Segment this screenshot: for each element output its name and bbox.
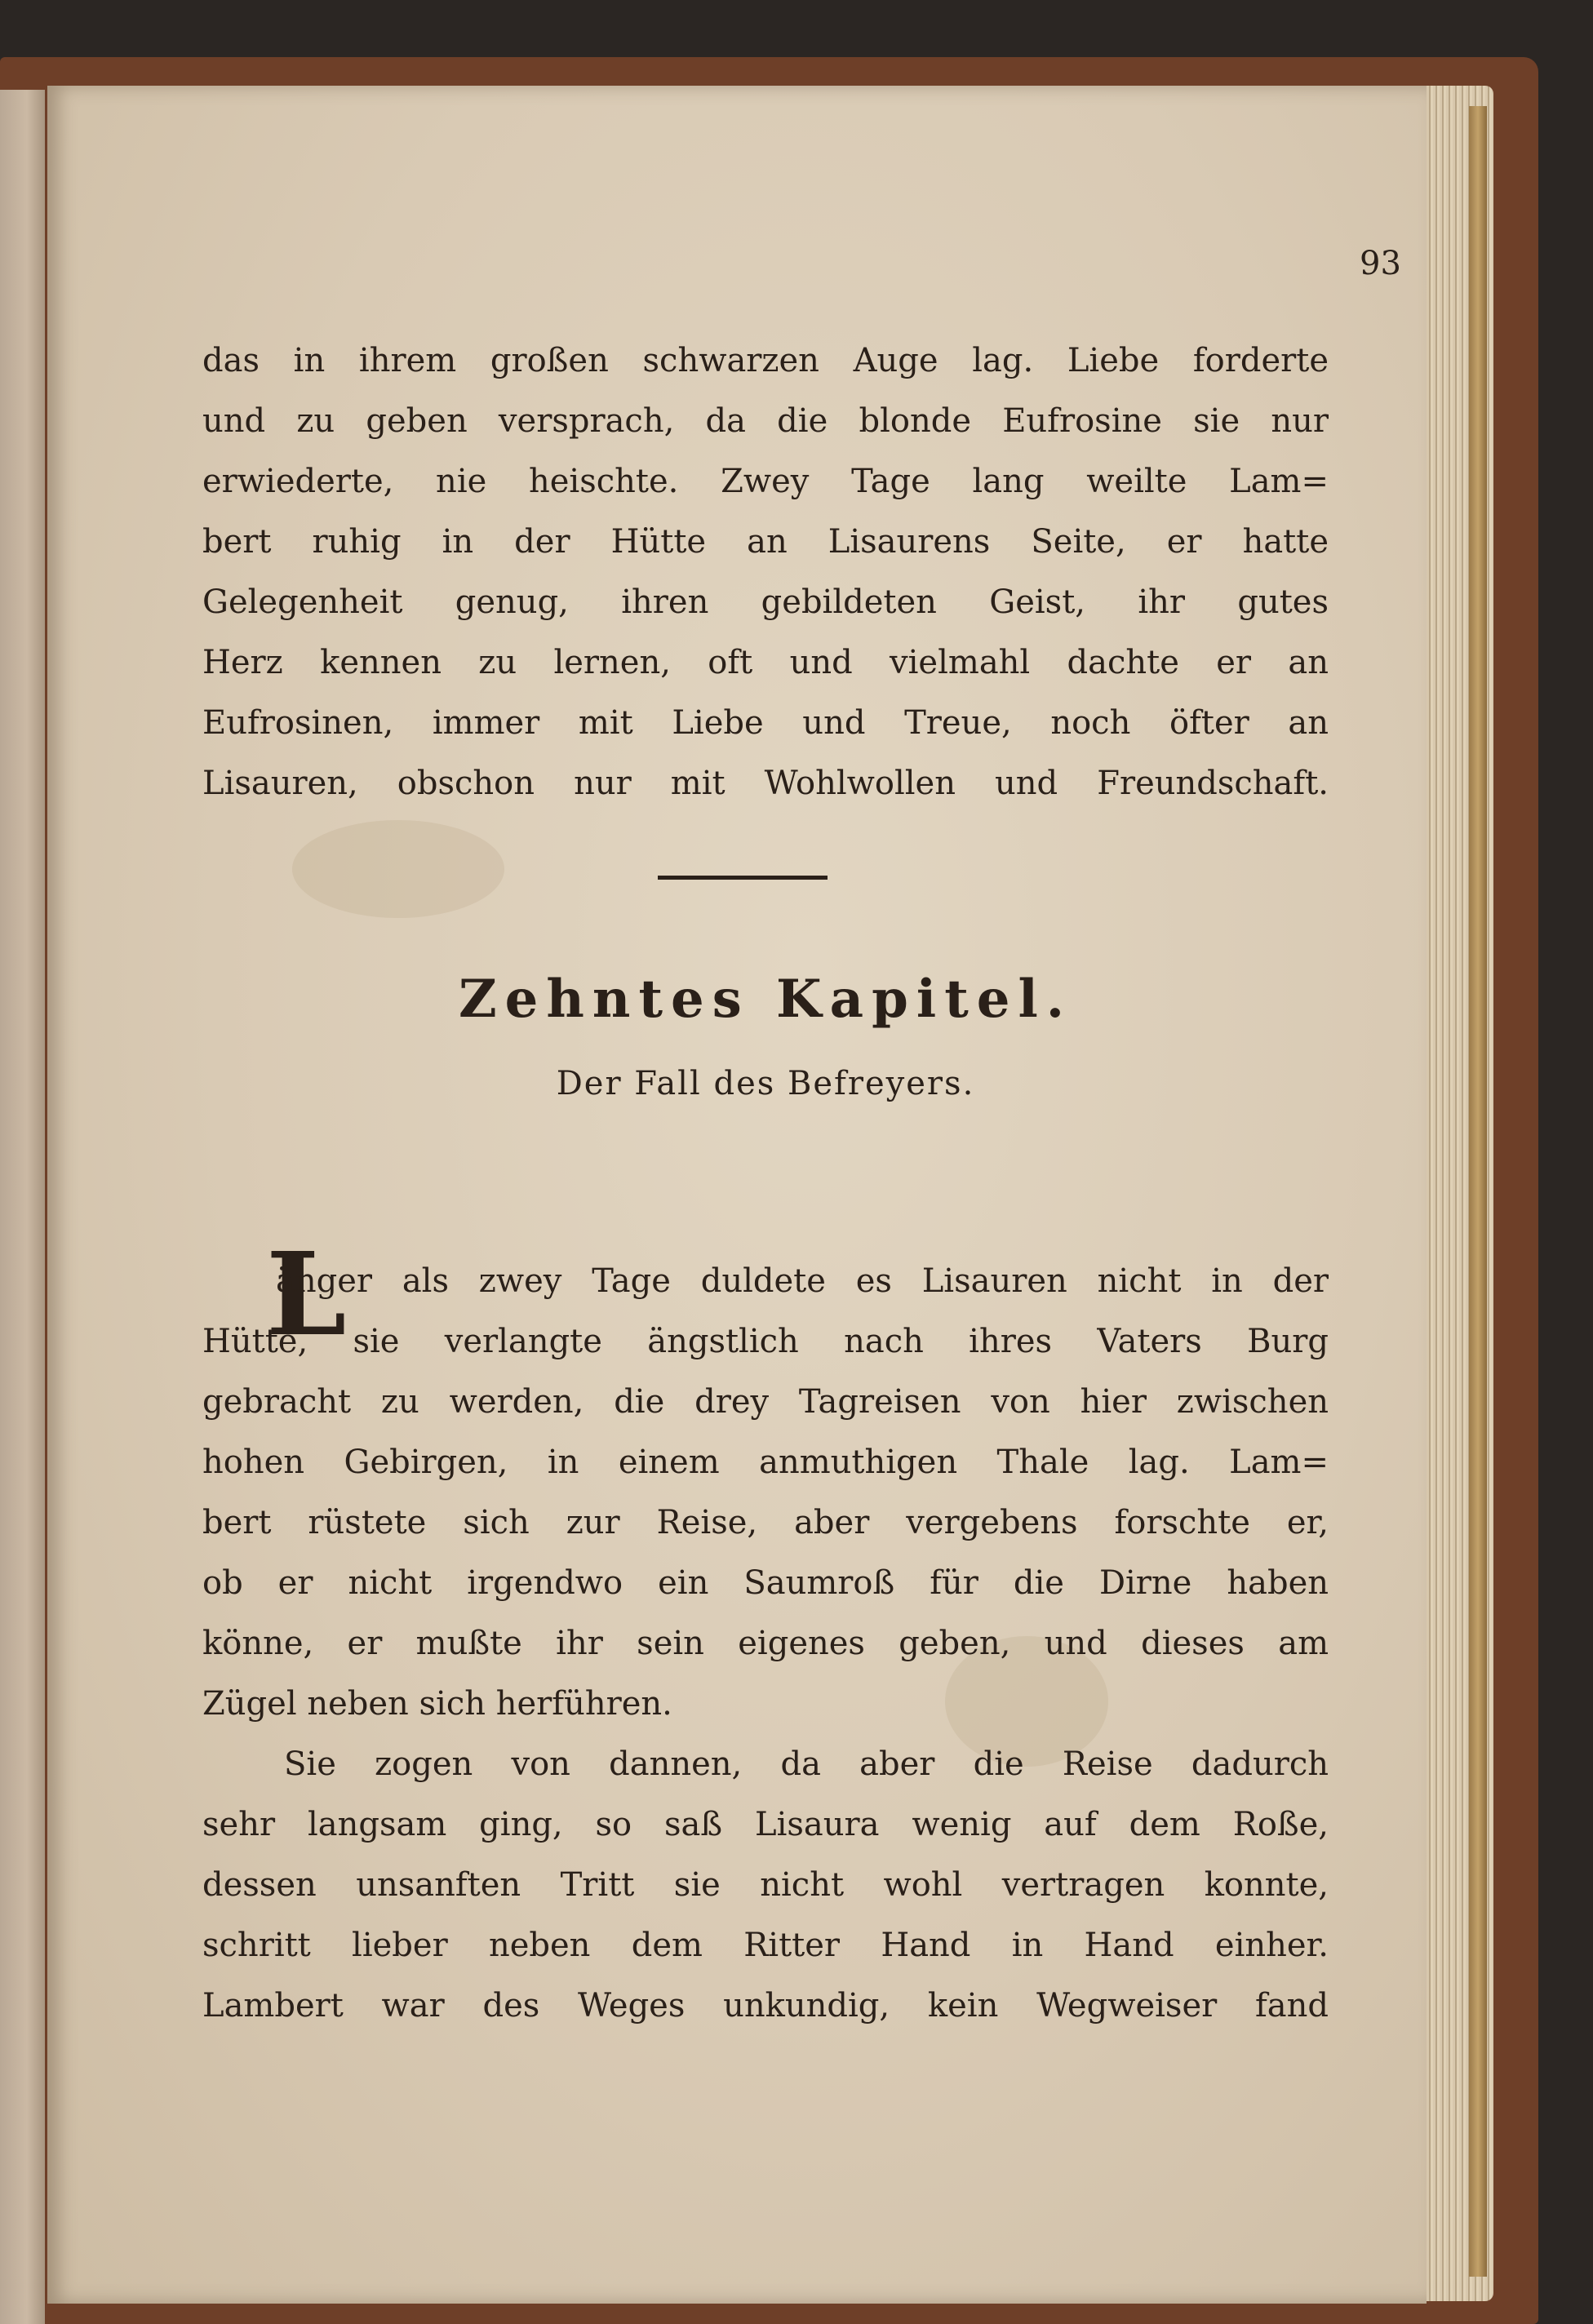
paper-stain (292, 820, 504, 918)
chapter-subtitle: Der Fall des Befreyers. (556, 1065, 975, 1102)
text-line: sehr langsam ging, so saß Lisaura wenig auf dem Roße, (202, 1806, 1329, 1843)
page-number: 93 (1360, 245, 1401, 282)
text-line: und zu geben versprach, da die blonde Eufrosine sie nur (202, 402, 1329, 440)
text-line: Herz kennen zu lernen, oft und vielmahl dachte er an (202, 644, 1329, 681)
text-line: bert ruhig in der Hütte an Lisaurens Seite, er hatte (202, 523, 1329, 561)
book-page (47, 86, 1427, 2304)
text-line: gebracht zu werden, die drey Tagreisen von hier zwischen (202, 1383, 1329, 1421)
chapter-paragraphs (202, 1251, 1329, 2036)
body-paragraph (202, 330, 1329, 814)
text-line: Sie zogen von dannen, da aber die Reise dadurch (284, 1745, 1329, 1783)
text-line: Gelegenheit genug, ihren gebildeten Geist, ihr gutes (202, 583, 1329, 621)
text-line: dessen unsanften Tritt sie nicht wohl vertragen konnte, (202, 1866, 1329, 1904)
text-line: bert rüstete sich zur Reise, aber vergebens forschte er, (202, 1504, 1329, 1541)
text-line: hohen Gebirgen, in einem anmuthigen Thale lag. Lam= (202, 1444, 1329, 1481)
text-line: Zügel neben sich herführen. (202, 1685, 672, 1723)
text-line: erwiederte, nie heischte. Zwey Tage lang weilte Lam= (202, 463, 1329, 500)
text-line: könne, er mußte ihr sein eigenes geben, und dieses am (202, 1625, 1329, 1662)
left-page-edge (0, 90, 45, 2324)
text-line: das in ihrem großen schwarzen Auge lag. Liebe forderte (202, 342, 1329, 379)
text-line: Eufrosinen, immer mit Liebe und Treue, noch öfter an (202, 704, 1329, 742)
text-line: änger als zwey Tage duldete es Lisauren nicht in der (276, 1262, 1329, 1300)
text-line: ob er nicht irgendwo ein Saumroß für die Dirne haben (202, 1564, 1329, 1602)
gilt-edge (1469, 106, 1487, 2277)
text-line: Lambert war des Weges unkundig, kein Wegweiser fand (202, 1987, 1329, 2025)
text-line: Lisauren, obschon nur mit Wohlwollen und Freundschaft. (202, 765, 1329, 802)
text-line: schritt lieber neben dem Ritter Hand in Hand einher. (202, 1927, 1329, 1964)
drop-cap: L (266, 1228, 347, 1362)
text-line: Hütte, sie verlangte ängstlich nach ihres Vaters Burg (202, 1323, 1329, 1360)
section-divider (658, 876, 828, 880)
chapter-title: Zehntes Kapitel. (458, 969, 1073, 1030)
